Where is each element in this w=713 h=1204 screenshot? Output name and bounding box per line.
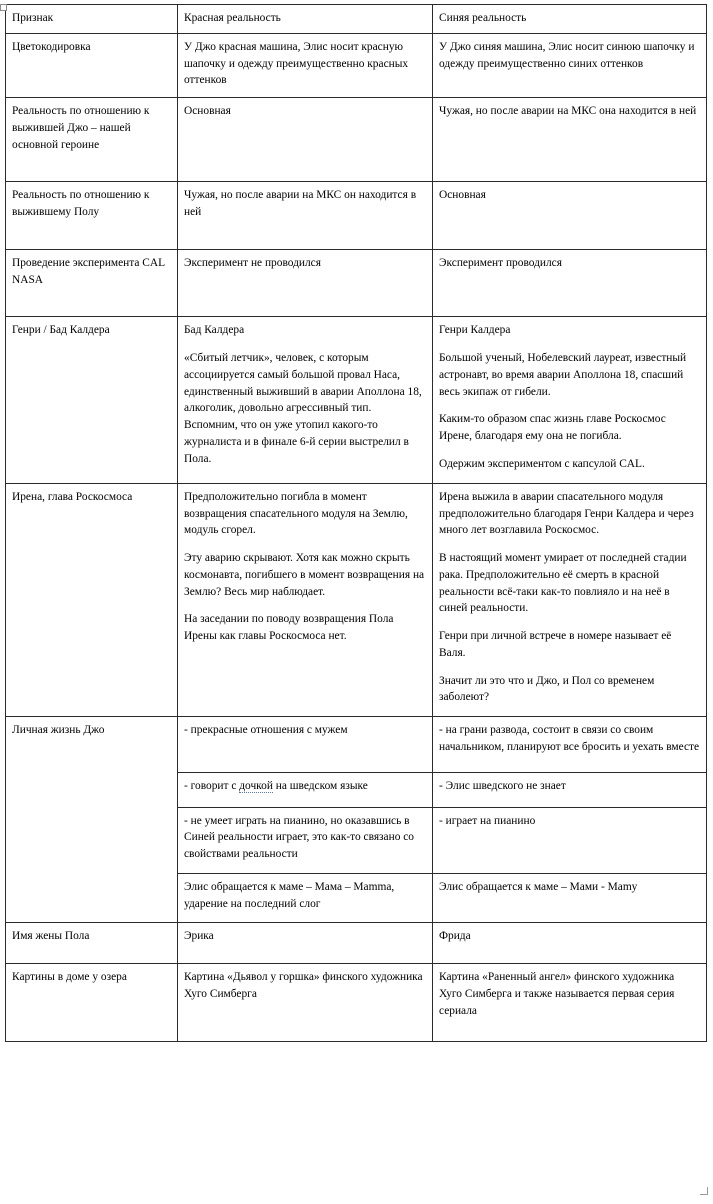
cell-paragraph: Каким-то образом спас жизнь главе Роскосмос Ирене, благодаря ему она не погибла. (439, 413, 666, 443)
row-red-cell (178, 807, 433, 873)
table-row (6, 483, 707, 716)
row-feature-label: Имя жены Пола (6, 923, 178, 964)
cell-paragraph: У Джо красная машина, Элис носит красную шапочку и одежду преимущественно красных оттенков (184, 40, 409, 87)
cell-paragraph: Одержим экспериментом с капсулой CAL. (439, 458, 645, 471)
cell-paragraph: Предположительно погибла в момент возвращения спасательного модуля на Землю, модуль сгорел. (184, 490, 408, 537)
table-row (6, 182, 707, 250)
table-row (6, 717, 707, 773)
cell-paragraph: Элис обращается к маме – Мама – Mamma, ударение на последний слог (184, 880, 395, 910)
row-red-cell (178, 772, 433, 807)
row-blue-cell (433, 33, 707, 97)
row-feature-label: Цветокодировка (6, 33, 178, 97)
cell-paragraph: Фрида (439, 930, 471, 943)
row-blue-cell (433, 772, 707, 807)
cell-paragraph: Чужая, но после аварии на МКС он находится в ней (184, 189, 417, 219)
row-red-cell (178, 33, 433, 97)
cell-paragraph (184, 778, 426, 795)
row-feature-label: Ирена, глава Роскосмоса (6, 483, 178, 716)
row-blue-cell (433, 249, 707, 317)
cell-paragraph: Эту аварию скрывают. Хотя как можно скрыть космонавта, погибшего в момент возвращения на Землю? Весь мир наблюдает. (184, 552, 425, 598)
table-row (6, 249, 707, 317)
row-red-cell (178, 873, 433, 923)
cell-paragraph: - играет на пианино (439, 814, 536, 827)
row-blue-cell (433, 807, 707, 873)
cell-paragraph: Генри при личной встрече в номере называет её Валя. (439, 630, 672, 659)
text-after-spellcheck: на шведском языке (272, 779, 368, 792)
cell-paragraph: Эксперимент проводился (439, 256, 562, 269)
cell-paragraph: Эксперимент не проводился (184, 256, 321, 269)
row-feature-label: Реальность по отношению к выжившей Джо – нашей основной героине (6, 98, 178, 182)
table-resize-handle[interactable] (700, 1187, 708, 1195)
column-header-red-reality: Красная реальность (178, 5, 433, 34)
row-red-cell (178, 98, 433, 182)
row-red-cell (178, 182, 433, 250)
cell-paragraph: У Джо синяя машина, Элис носит синюю шапочку и одежду преимущественно синих оттенков (439, 40, 695, 70)
row-feature-label-personal-life: Личная жизнь Джо (6, 717, 178, 923)
row-red-cell (178, 249, 433, 317)
table-row (6, 317, 707, 483)
column-header-blue-reality: Синяя реальность (433, 5, 707, 34)
table-row (6, 33, 707, 97)
cell-paragraph: Ирена выжила в аварии спасательного модуля предположительно благодаря Генри Калдера и через много лет возглавила Роскосмос. (439, 490, 694, 537)
row-feature-label: Реальность по отношению к выжившему Полу (6, 182, 178, 250)
row-feature-label: Картины в доме у озера (6, 964, 178, 1042)
table-row (6, 923, 707, 964)
column-header-feature: Признак (6, 5, 178, 34)
table-move-handle[interactable] (0, 4, 7, 11)
row-blue-cell (433, 317, 707, 483)
row-blue-cell (433, 923, 707, 964)
cell-paragraph: Большой ученый, Нобелевский лауреат, известный астронавт, во время аварии Аполлона 18, спасший весь экипаж от гибели. (439, 352, 687, 398)
cell-paragraph: Основная (184, 105, 231, 118)
row-red-cell (178, 483, 433, 716)
cell-paragraph: - Элис шведского не знает (439, 779, 566, 792)
cell-paragraph: Основная (439, 189, 486, 202)
row-red-cell (178, 317, 433, 483)
row-blue-cell (433, 964, 707, 1042)
cell-paragraph: Эрика (184, 930, 214, 943)
row-red-cell (178, 717, 433, 773)
row-blue-cell (433, 182, 707, 250)
cell-paragraph: Элис обращается к маме – Мами - Mamy (439, 880, 638, 893)
cell-paragraph: - прекрасные отношения с мужем (184, 724, 348, 737)
row-red-cell (178, 964, 433, 1042)
spellcheck-underlined-word: дочкой (239, 779, 273, 792)
comparison-table (5, 4, 707, 1042)
table-row (6, 964, 707, 1042)
table-header (6, 5, 707, 34)
table-row (6, 98, 707, 182)
cell-paragraph: - на грани развода, состоит в связи со своим начальником, планируют все бросить и уехать вместе (439, 724, 700, 753)
cell-paragraph: В настоящий момент умирает от последней стадии рака. Предположительно её смерть в красной реальности всё-таки как-то повлияло и на неё в синей реальности. (439, 552, 687, 615)
row-blue-cell (433, 717, 707, 773)
cell-paragraph: Картина «Дьявол у горшка» финского художника Хуго Симберга (184, 971, 423, 1000)
row-blue-cell (433, 483, 707, 716)
cell-paragraph: Значит ли это что и Джо, и Пол со временем заболеют? (439, 674, 655, 704)
cell-paragraph: Бад Калдера (184, 324, 245, 337)
cell-paragraph: Чужая, но после аварии на МКС она находится в ней (439, 105, 697, 118)
header-row (6, 5, 707, 34)
text-before-spellcheck: - говорит с (184, 779, 240, 792)
cell-paragraph: Генри Калдера (439, 324, 511, 337)
row-blue-cell (433, 873, 707, 923)
table-body (6, 33, 707, 1042)
row-blue-cell (433, 98, 707, 182)
cell-paragraph: - не умеет играть на пианино, но оказавшись в Синей реальности играет, это как-то связано со свойствами реальности (184, 814, 414, 861)
cell-paragraph: Картина «Раненный ангел» финского художника Хуго Симберга и также называется первая серия сериала (439, 971, 675, 1017)
row-feature-label: Генри / Бад Калдера (6, 317, 178, 483)
row-feature-label: Проведение эксперимента CAL NASA (6, 249, 178, 317)
cell-paragraph: «Сбитый летчик», человек, с которым ассоциируется самый большой провал Наса, единственный выживший в аварии Аполлона 18, алкоголик, довольно агрессивный тип. Вспомним, что он уже утопил какого-то журналиста и в финале 6-й серии выстрелил в Пола. (184, 352, 422, 465)
row-red-cell (178, 923, 433, 964)
cell-paragraph: На заседании по поводу возвращения Пола Ирены как главы Роскосмоса нет. (184, 613, 394, 643)
